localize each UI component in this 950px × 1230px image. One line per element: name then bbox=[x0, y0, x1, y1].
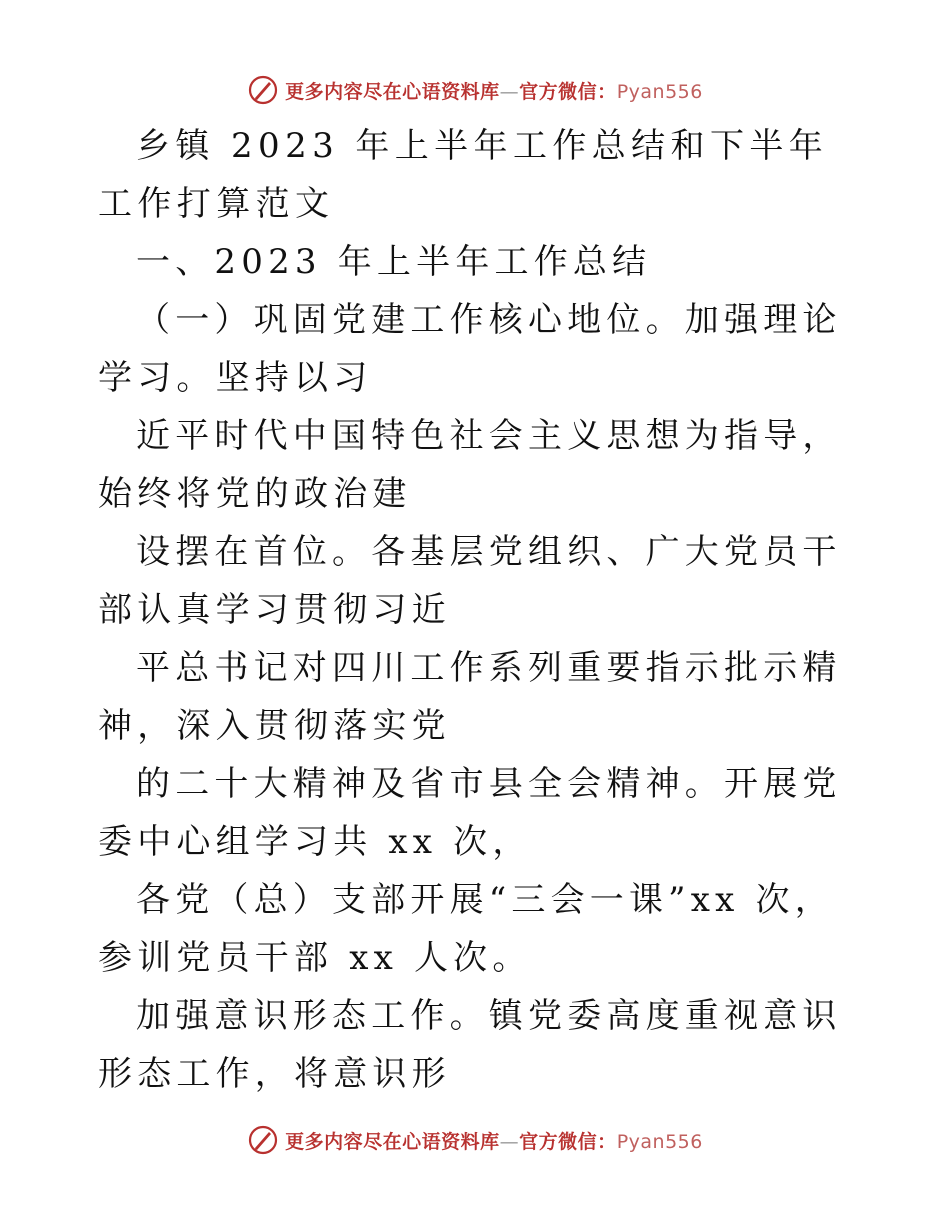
feather-pen-seal-icon bbox=[247, 74, 279, 106]
watermark-brand: 更多内容尽在心语资料库 bbox=[285, 1130, 500, 1153]
watermark-wechat-label: 官方微信： bbox=[519, 80, 617, 103]
paragraph: 各党（总）支部开展“三会一课”xx 次，参训党员干部 xx 人次。 bbox=[98, 880, 834, 978]
document-title: 乡镇 2023 年上半年工作总结和下半年工作打算范文 bbox=[98, 126, 829, 224]
watermark-text bbox=[285, 77, 703, 104]
watermark-text bbox=[285, 1127, 703, 1154]
paragraph: 一、2023 年上半年工作总结 bbox=[136, 242, 652, 282]
watermark-wechat-id: Pyan556 bbox=[616, 1130, 703, 1153]
paragraph: 平总书记对四川工作系列重要指示批示精神，深入贯彻落实党 bbox=[98, 648, 842, 746]
watermark-sep: — bbox=[499, 80, 520, 103]
paragraph: 加强意识形态工作。镇党委高度重视意识形态工作，将意识形 bbox=[98, 996, 842, 1094]
paragraph: （一）巩固党建工作核心地位。加强理论学习。坚持以习 bbox=[98, 300, 842, 398]
paragraph: 近平时代中国特色社会主义思想为指导，始终将党的政治建 bbox=[98, 416, 842, 514]
watermark-wechat-id: Pyan556 bbox=[616, 80, 703, 103]
feather-pen-seal-icon bbox=[247, 1124, 279, 1156]
watermark-sep: — bbox=[499, 1130, 520, 1153]
paragraph: 的二十大精神及省市县全会精神。开展党委中心组学习共 xx 次， bbox=[98, 764, 842, 862]
watermark-header bbox=[0, 70, 950, 110]
watermark-brand: 更多内容尽在心语资料库 bbox=[285, 80, 500, 103]
watermark-footer bbox=[0, 1120, 950, 1160]
paragraph: 设摆在首位。各基层党组织、广大党员干部认真学习贯彻习近 bbox=[98, 532, 842, 630]
watermark-wechat-label: 官方微信： bbox=[519, 1130, 617, 1153]
document-body bbox=[98, 117, 858, 1103]
